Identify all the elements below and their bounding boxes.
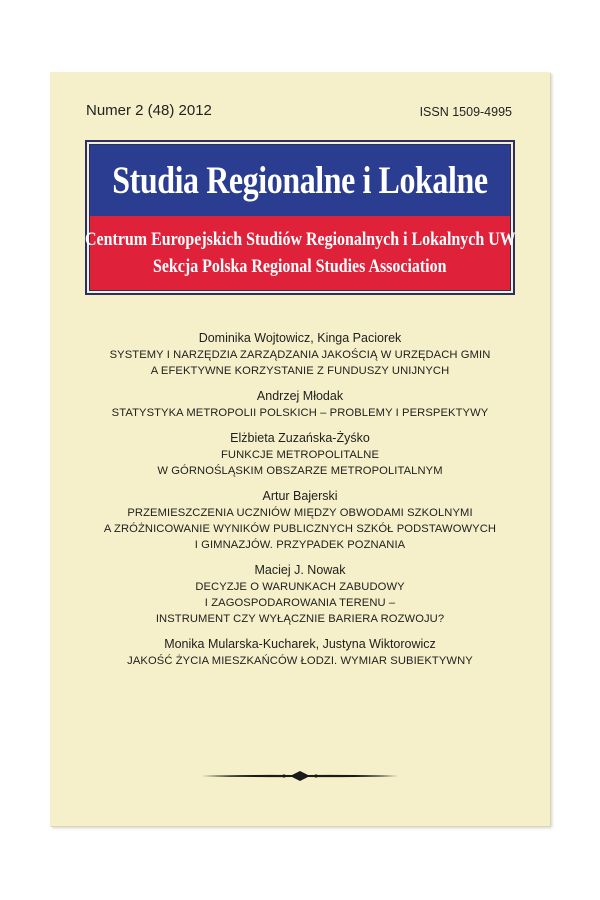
journal-title: Studia Regionalne i Lokalne — [112, 159, 488, 202]
article-author: Dominika Wojtowicz, Kinga Paciorek — [198, 331, 402, 345]
issue-number: Numer 2 (48) 2012 — [86, 102, 212, 119]
article-author: Elżbieta Zuzańska-Żyśko — [230, 431, 370, 445]
toc-entry — [50, 388, 550, 421]
journal-cover — [50, 72, 550, 826]
entry-spacer — [50, 627, 550, 636]
article-title-line: FUNKCJE METROPOLITALNE — [220, 449, 379, 461]
publisher-line-2: Sekcja Polska Regional Studies Association — [153, 256, 447, 277]
title-banner — [85, 140, 515, 295]
toc-entry — [50, 562, 550, 627]
article-title-line: STATYSTYKA METROPOLII POLSKICH – PROBLEMY I PERSPEKTYWY — [111, 407, 489, 419]
entry-spacer — [50, 421, 550, 430]
issn-number: ISSN 1509-4995 — [419, 105, 512, 119]
ornament-divider — [200, 769, 400, 783]
article-title-line: W GÓRNOŚLĄSKIM OBSZARZE METROPOLITALNYM — [157, 465, 443, 477]
title-band — [90, 145, 510, 216]
publisher-band — [84, 216, 516, 290]
article-author: Artur Bajerski — [262, 489, 338, 503]
title-banner-frame — [84, 144, 516, 291]
entry-spacer — [50, 379, 550, 388]
toc-entry — [50, 330, 550, 379]
article-author: Monika Mularska-Kucharek, Justyna Wiktorowicz — [164, 637, 436, 651]
entry-spacer — [50, 479, 550, 488]
toc-entry — [50, 636, 550, 669]
toc-entry — [50, 488, 550, 553]
article-title-line: A EFEKTYWNE KORZYSTANIE Z FUNDUSZY UNIJNYCH — [150, 365, 450, 377]
article-author: Andrzej Młodak — [256, 389, 344, 403]
article-author: Maciej J. Nowak — [254, 563, 346, 577]
article-title-line: I ZAGOSPODAROWANIA TERENU – — [204, 597, 396, 609]
article-title-line: PRZEMIESZCZENIA UCZNIÓW MIĘDZY OBWODAMI SZKOLNYMI — [127, 507, 473, 519]
publisher-line-1: Centrum Europejskich Studiów Regionalnych i Lokalnych UW — [84, 229, 516, 250]
entry-spacer — [50, 553, 550, 562]
table-of-contents — [50, 330, 550, 669]
article-title-line: A ZRÓŻNICOWANIE WYNIKÓW PUBLICZNYCH SZKÓŁ PODSTAWOWYCH — [103, 523, 497, 535]
article-title-line: JAKOŚĆ ŻYCIA MIESZKAŃCÓW ŁODZI. WYMIAR SUBIEKTYWNY — [127, 655, 473, 667]
article-title-line: SYSTEMY I NARZĘDZIA ZARZĄDZANIA JAKOŚCIĄ W URZĘDACH GMIN — [109, 349, 491, 361]
article-title-line: I GIMNAZJÓW. PRZYPADEK POZNANIA — [194, 539, 406, 551]
article-title-line: INSTRUMENT CZY WYŁĄCZNIE BARIERA ROZWOJU? — [155, 613, 445, 625]
article-title-line: DECYZJE O WARUNKACH ZABUDOWY — [195, 581, 405, 593]
toc-entry — [50, 430, 550, 479]
